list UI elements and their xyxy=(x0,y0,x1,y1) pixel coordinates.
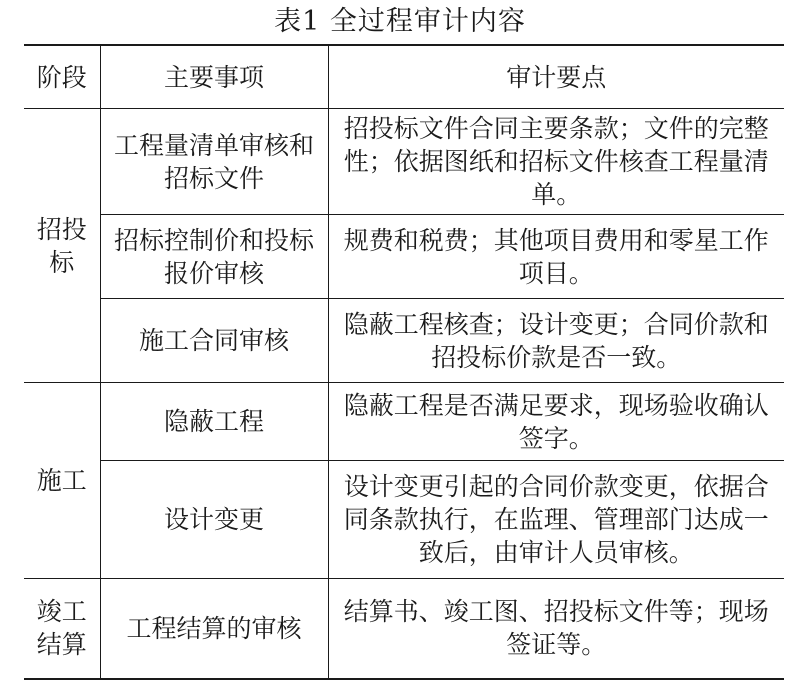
stage-cell-construction: 施工 xyxy=(24,383,100,579)
audit-content-table xyxy=(24,44,784,680)
stage-cell-completion-settlement: 竣工结算 xyxy=(24,579,100,679)
table-header-row xyxy=(24,45,784,109)
audit-points-cell: 规费和税费；其他项目费用和零星工作项目。 xyxy=(328,215,784,299)
item-cell: 隐蔽工程 xyxy=(100,383,328,461)
audit-points-cell: 招投标文件合同主要条款；文件的完整性；依据图纸和招标文件核查工程量清单。 xyxy=(328,109,784,215)
audit-points-cell: 隐蔽工程是否满足要求，现场验收确认签字。 xyxy=(328,383,784,461)
table-row xyxy=(24,109,784,215)
table-row xyxy=(24,461,784,579)
stage-cell-bidding: 招投标 xyxy=(24,109,100,383)
header-audit-points: 审计要点 xyxy=(328,45,784,109)
audit-points-cell: 隐蔽工程核查；设计变更；合同价款和招投标价款是否一致。 xyxy=(328,299,784,383)
table-row xyxy=(24,383,784,461)
table-row xyxy=(24,215,784,299)
header-stage: 阶段 xyxy=(24,45,100,109)
table-caption: 表1 全过程审计内容 xyxy=(274,6,526,37)
audit-points-cell: 设计变更引起的合同价款变更，依据合同条款执行，在监理、管理部门达成一致后，由审计人员审核。 xyxy=(328,461,784,579)
item-cell: 工程量清单审核和招标文件 xyxy=(100,109,328,215)
item-cell: 施工合同审核 xyxy=(100,299,328,383)
header-main-items: 主要事项 xyxy=(100,45,328,109)
item-cell: 设计变更 xyxy=(100,461,328,579)
item-cell: 工程结算的审核 xyxy=(100,579,328,679)
table-row xyxy=(24,579,784,679)
table-row xyxy=(24,299,784,383)
audit-points-cell: 结算书、竣工图、招投标文件等；现场签证等。 xyxy=(328,579,784,679)
item-cell: 招标控制价和投标报价审核 xyxy=(100,215,328,299)
